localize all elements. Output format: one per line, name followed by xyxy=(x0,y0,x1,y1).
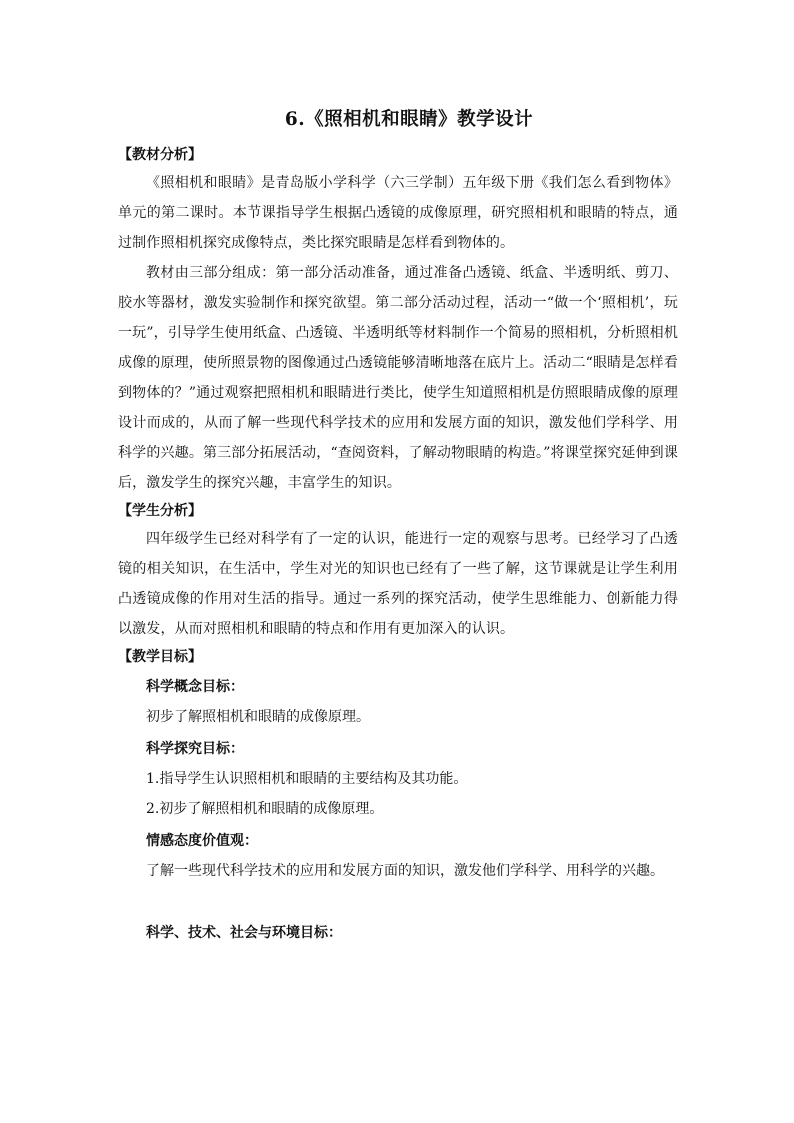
teaching-goals-section xyxy=(118,644,678,948)
section-heading-textbook-analysis: 【教材分析】 xyxy=(118,147,202,163)
textbook-analysis-paragraph-2: 教材由三部分组成：第一部分活动准备，通过准备凸透镜、纸盒、半透明纸、剪刀、胶水等器材，激发实验制作和探究欲望。第二部分活动过程，活动一“做一个‘照相机’，玩一玩”，引导学生使用纸盒、凸透镜、半透明纸等材料制作一个简易的照相机，分析照相机成像的原理，使所照景物的图像通过凸透镜能够清晰地落在底片上。活动二“眼睛是怎样看到物体的？”通过观察把照相机和眼睛进行类比，使学生知道照相机是仿照眼睛成像的原理设计而成的，从而了解一些现代科学技术的应用和发展方面的知识，激发他们学科学、用科学的兴趣。第三部分拓展活动，“查阅资料，了解动物眼睛的构造。”将课堂探究延伸到课后，激发学生的探究兴趣，丰富学生的知识。 xyxy=(118,265,678,491)
document-title: 6.《照相机和眼睛》教学设计 xyxy=(284,109,534,130)
concept-goal-heading: 科学概念目标： xyxy=(146,679,244,695)
section-heading-student-analysis: 【学生分析】 xyxy=(118,503,202,519)
student-analysis-paragraph: 四年级学生已经对科学有了一定的认识，能进行一定的观察与思考。已经学习了凸透镜的相关知识，在生活中，学生对光的知识也已经有了一些了解，这节课就是让学生利用凸透镜成像的作用对生活的指导。通过一系列的探究活动，使学生思维能力、创新能力得以激发，从而对照相机和眼睛的特点和作用有更加深入的认识。 xyxy=(118,531,678,637)
textbook-analysis-paragraph-1: 《照相机和眼睛》是青岛版小学科学（六三学制）五年级下册《我们怎么看到物体》单元的第二课时。本节课指导学生根据凸透镜的成像原理，研究照相机和眼睛的特点，通过制作照相机探究成像特点，类比探究眼睛是怎样看到物体的。 xyxy=(118,175,678,251)
inquiry-goal-item-1: 1.指导学生认识照相机和眼睛的主要结构及其功能。 xyxy=(146,771,468,787)
textbook-analysis-section xyxy=(118,142,678,498)
concept-goal-text: 初步了解照相机和眼睛的成像原理。 xyxy=(146,709,370,725)
inquiry-goal-heading: 科学探究目标： xyxy=(146,741,244,757)
student-analysis-section xyxy=(118,498,678,644)
document-body xyxy=(118,106,678,948)
spacer xyxy=(118,886,678,916)
attitude-goal-heading: 情感态度价值观： xyxy=(146,833,258,849)
inquiry-goal-item-2: 2.初步了解照相机和眼睛的成像原理。 xyxy=(146,801,384,817)
attitude-goal-text: 了解一些现代科学技术的应用和发展方面的知识，激发他们学科学、用科学的兴趣。 xyxy=(146,863,664,879)
stse-goal-heading: 科学、技术、社会与环境目标： xyxy=(146,925,342,941)
section-heading-teaching-goals: 【教学目标】 xyxy=(118,649,202,665)
